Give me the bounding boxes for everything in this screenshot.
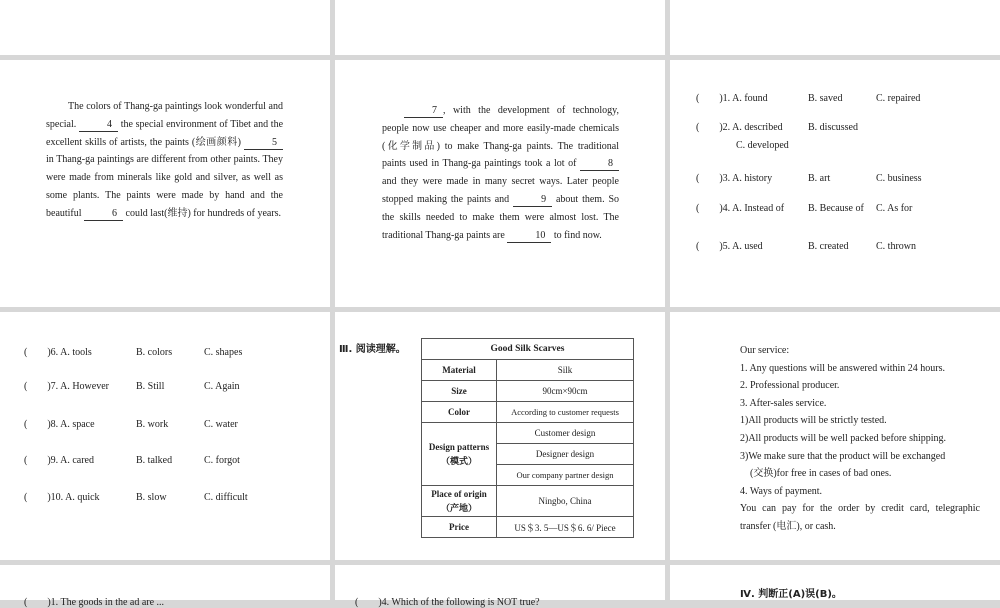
service-panel	[670, 312, 1000, 560]
table-row: Our company partner design	[422, 465, 634, 486]
blank-8[interactable]: 8	[580, 158, 619, 171]
table-row: Place of origin（产地） Ningbo, China	[422, 486, 634, 517]
passage-paragraph-2: 7 , with the development of technology, people now use cheaper and more easily-made chemicals (化学制品) to make Thang-ga paints. The traditional paints used in Thang-ga paintings took a lot of 8 and they were made in many secret ways. Later people stopped making the paints and 9 about them. So the skills needed to make them were almost lost. The traditional Thang-ga paints are 10 to find now.	[382, 105, 620, 241]
blank-7[interactable]: 7	[404, 105, 443, 118]
blank-6[interactable]: 6	[84, 208, 123, 221]
passage-panel-2	[335, 60, 665, 307]
blank-5[interactable]: 5	[244, 137, 283, 150]
section-heading-true-false: Ⅳ. 判断正(A)误(B)。	[740, 589, 842, 600]
table-row: Material Silk	[422, 360, 634, 381]
table-row: Size 90cm×90cm	[422, 381, 634, 402]
blank-panel-top-left	[0, 0, 330, 55]
table-row: Designer design	[422, 444, 634, 465]
table-row: Price US＄3. 5—US＄6. 6/ Piece	[422, 517, 634, 538]
section-heading-reading: Ⅲ. 阅读理解。	[339, 344, 406, 355]
blank-10[interactable]: 10	[507, 230, 551, 243]
question-panel-6-10: ( )6. A. tools B. colors C. shapes ( )7. A. However B. Still C. Again ( )8. A. space B. work C. water ( )9. A. cared B. talked C. forgot ( )10. A. quick B. slow C. difficult	[0, 312, 330, 560]
passage-paragraph-1: The colors of Thang-ga paintings look wonderful and special. 4 the special environment of Tibet and the excellent skills of artists, the paints (绘画颜料) 5 in Thang-ga paintings are different from other paints. They were made from minerals like gold and silver, as well as some plants. The paints were made by hand and the beautiful 6 could last(维持) for hundreds of years.	[46, 101, 284, 219]
blank-panel-top-right	[670, 0, 1000, 55]
table-row	[422, 339, 634, 360]
service-text: Our service: 1. Any questions will be answered within 24 hours. 2. Professional producer. 3. After-sales service. 1)All products will be strictly tested. 2)All products will be well packed before shipping. 3)We make sure that the product will be exchanged (交换)for free in cases of bad ones. 4. Ways of payment. You can pay for the order by credit card, telegraphic transfer (电汇), or cash.	[740, 345, 980, 532]
bottom-panel-right	[670, 565, 1000, 600]
table-row: Design patterns（模式） Customer design	[422, 423, 634, 444]
blank-panel-top-middle	[335, 0, 665, 55]
reading-panel	[335, 312, 665, 560]
table-row: Color According to customer requests	[422, 402, 634, 423]
passage-panel-1	[0, 60, 330, 307]
table-title: Good Silk Scarves	[422, 339, 634, 360]
blank-4[interactable]: 4	[79, 119, 118, 132]
silk-scarves-table	[421, 338, 634, 538]
blank-9[interactable]: 9	[513, 194, 552, 207]
bottom-panel-middle: ( )4. Which of the following is NOT true?	[335, 565, 665, 600]
bottom-panel-left: ( )1. The goods in the ad are ...	[0, 565, 330, 600]
question-2[interactable]: ( )2. A. described B. discussed C. developed	[696, 122, 858, 151]
question-panel-1-5: ( )1. A. found B. saved C. repaired ( )2. A. described B. discussed C. developed ( )3. A. history B. art C. business ( )4. A. Instead of B. Because of C. As for ( )5. A. used B. created C. thrown	[670, 60, 1000, 307]
